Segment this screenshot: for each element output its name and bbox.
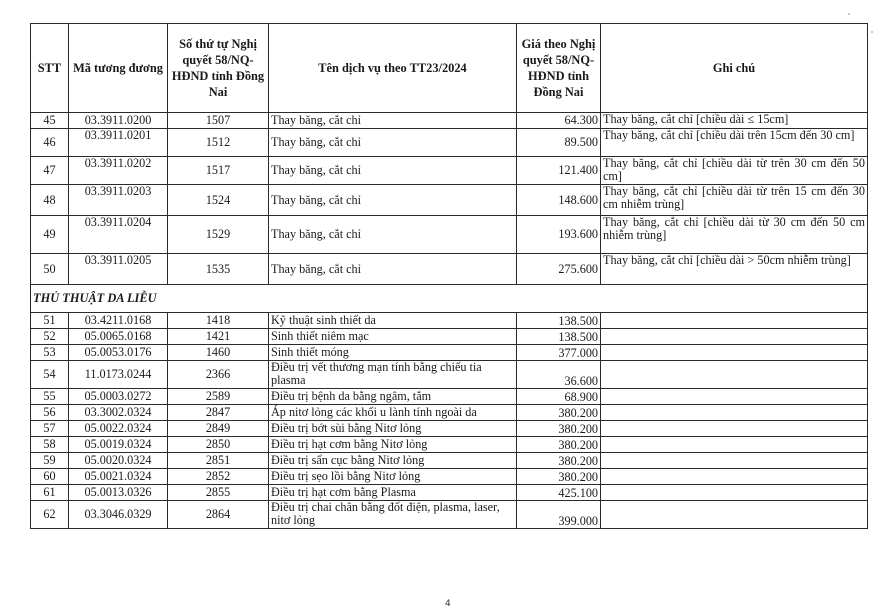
row-so-thu-tu: 2849 <box>168 421 269 437</box>
row-gia: 377.000 <box>517 345 601 361</box>
row-stt: 58 <box>31 437 69 453</box>
header-so-thu-tu: Số thứ tự Nghị quyết 58/NQ-HĐND tỉnh Đồng Nai <box>168 24 269 113</box>
row-ten-dich-vu: Điều trị sẩn cục bằng Nitơ lỏng <box>269 453 517 469</box>
row-stt: 53 <box>31 345 69 361</box>
row-ghi-chu <box>601 329 868 345</box>
row-ghi-chu: Thay băng, cắt chỉ [chiều dài ≤ 15cm] <box>601 113 868 129</box>
row-ma-tuong-duong: 03.3002.0324 <box>69 405 168 421</box>
row-ten-dich-vu: Thay băng, cắt chỉ <box>269 113 517 129</box>
row-stt: 47 <box>31 157 69 185</box>
row-ten-dich-vu: Kỹ thuật sinh thiết da <box>269 313 517 329</box>
row-ghi-chu <box>601 421 868 437</box>
service-price-table <box>30 23 868 529</box>
row-gia: 36.600 <box>517 361 601 389</box>
row-ghi-chu: Thay băng, cắt chỉ [chiều dài > 50cm nhiễm trùng] <box>601 254 868 285</box>
row-gia: 89.500 <box>517 129 601 157</box>
row-gia: 68.900 <box>517 389 601 405</box>
row-ma-tuong-duong: 03.3911.0202 <box>69 157 168 185</box>
row-ghi-chu: Thay băng, cắt chỉ [chiều dài trên 15cm đến 30 cm] <box>601 129 868 157</box>
table-row <box>31 185 868 216</box>
row-stt: 62 <box>31 501 69 529</box>
row-gia: 148.600 <box>517 185 601 216</box>
row-ghi-chu <box>601 469 868 485</box>
table-row <box>31 405 868 421</box>
row-stt: 56 <box>31 405 69 421</box>
row-ten-dich-vu: Điều trị vết thương mạn tính bằng chiếu tia plasma <box>269 361 517 389</box>
table-row <box>31 437 868 453</box>
row-ghi-chu <box>601 361 868 389</box>
row-so-thu-tu: 2851 <box>168 453 269 469</box>
row-so-thu-tu: 1524 <box>168 185 269 216</box>
row-ma-tuong-duong: 05.0013.0326 <box>69 485 168 501</box>
row-ten-dich-vu: Điều trị bệnh da bằng ngâm, tắm <box>269 389 517 405</box>
row-ma-tuong-duong: 03.3911.0204 <box>69 216 168 254</box>
row-ma-tuong-duong: 05.0020.0324 <box>69 453 168 469</box>
row-so-thu-tu: 1421 <box>168 329 269 345</box>
row-gia: 380.200 <box>517 437 601 453</box>
row-ghi-chu <box>601 405 868 421</box>
section-row <box>31 285 868 313</box>
row-ten-dich-vu: Áp nitơ lỏng các khối u lành tính ngoài da <box>269 405 517 421</box>
row-ten-dich-vu: Thay băng, cắt chỉ <box>269 254 517 285</box>
row-gia: 380.200 <box>517 469 601 485</box>
header-gia: Giá theo Nghị quyết 58/NQ-HĐND tỉnh Đồng Nai <box>517 24 601 113</box>
page-number: 4 <box>445 599 451 609</box>
row-ten-dich-vu: Thay băng, cắt chỉ <box>269 185 517 216</box>
table-row <box>31 453 868 469</box>
row-ten-dich-vu: Điều trị hạt cơm bằng Nitơ lỏng <box>269 437 517 453</box>
row-gia: 380.200 <box>517 421 601 437</box>
table-row <box>31 389 868 405</box>
row-ghi-chu <box>601 437 868 453</box>
row-so-thu-tu: 1418 <box>168 313 269 329</box>
row-so-thu-tu: 2847 <box>168 405 269 421</box>
row-ghi-chu <box>601 345 868 361</box>
row-ghi-chu <box>601 453 868 469</box>
row-stt: 55 <box>31 389 69 405</box>
table-row <box>31 469 868 485</box>
row-so-thu-tu: 1460 <box>168 345 269 361</box>
row-so-thu-tu: 2366 <box>168 361 269 389</box>
table-row <box>31 421 868 437</box>
row-ten-dich-vu: Điều trị bớt sùi bằng Nitơ lỏng <box>269 421 517 437</box>
row-ghi-chu <box>601 313 868 329</box>
header-ghi-chu: Ghi chú <box>601 24 868 113</box>
row-ghi-chu <box>601 485 868 501</box>
row-ten-dich-vu: Thay băng, cắt chỉ <box>269 216 517 254</box>
table-row <box>31 254 868 285</box>
row-ten-dich-vu: Thay băng, cắt chỉ <box>269 157 517 185</box>
table-row <box>31 361 868 389</box>
row-ten-dich-vu: Thay băng, cắt chỉ <box>269 129 517 157</box>
row-gia: 275.600 <box>517 254 601 285</box>
row-so-thu-tu: 2855 <box>168 485 269 501</box>
row-so-thu-tu: 1507 <box>168 113 269 129</box>
row-stt: 46 <box>31 129 69 157</box>
row-gia: 193.600 <box>517 216 601 254</box>
row-gia: 380.200 <box>517 453 601 469</box>
row-ma-tuong-duong: 05.0065.0168 <box>69 329 168 345</box>
row-gia: 138.500 <box>517 313 601 329</box>
row-ma-tuong-duong: 05.0022.0324 <box>69 421 168 437</box>
table-row <box>31 485 868 501</box>
table-row <box>31 329 868 345</box>
row-ghi-chu: Thay băng, cắt chỉ [chiều dài từ trên 15 cm đến 30 cm nhiễm trùng] <box>601 185 868 216</box>
table-header-row <box>31 24 868 113</box>
row-ma-tuong-duong: 05.0021.0324 <box>69 469 168 485</box>
row-gia: 138.500 <box>517 329 601 345</box>
row-ghi-chu: Thay băng, cắt chỉ [chiều dài từ 30 cm đến 50 cm nhiễm trùng] <box>601 216 868 254</box>
row-ten-dich-vu: Điều trị sẹo lồi bằng Nitơ lỏng <box>269 469 517 485</box>
row-stt: 57 <box>31 421 69 437</box>
row-ma-tuong-duong: 03.3911.0201 <box>69 129 168 157</box>
row-stt: 50 <box>31 254 69 285</box>
row-ma-tuong-duong: 03.4211.0168 <box>69 313 168 329</box>
table-row <box>31 345 868 361</box>
table-row <box>31 216 868 254</box>
row-stt: 49 <box>31 216 69 254</box>
row-ma-tuong-duong: 03.3046.0329 <box>69 501 168 529</box>
row-gia: 64.300 <box>517 113 601 129</box>
row-stt: 48 <box>31 185 69 216</box>
row-stt: 52 <box>31 329 69 345</box>
row-ma-tuong-duong: 03.3911.0200 <box>69 113 168 129</box>
row-gia: 399.000 <box>517 501 601 529</box>
header-ten-dich-vu: Tên dịch vụ theo TT23/2024 <box>269 24 517 113</box>
table-row <box>31 313 868 329</box>
row-ma-tuong-duong: 05.0019.0324 <box>69 437 168 453</box>
row-so-thu-tu: 1529 <box>168 216 269 254</box>
row-ma-tuong-duong: 05.0053.0176 <box>69 345 168 361</box>
row-ghi-chu <box>601 501 868 529</box>
table-row <box>31 157 868 185</box>
row-ma-tuong-duong: 03.3911.0205 <box>69 254 168 285</box>
row-so-thu-tu: 2864 <box>168 501 269 529</box>
row-ghi-chu <box>601 389 868 405</box>
row-stt: 60 <box>31 469 69 485</box>
table-row <box>31 129 868 157</box>
row-ten-dich-vu: Điều trị chai chân bằng đốt điện, plasma, laser, nitơ lỏng <box>269 501 517 529</box>
row-so-thu-tu: 1535 <box>168 254 269 285</box>
row-so-thu-tu: 1512 <box>168 129 269 157</box>
row-stt: 59 <box>31 453 69 469</box>
row-ten-dich-vu: Sinh thiết niêm mạc <box>269 329 517 345</box>
row-so-thu-tu: 2852 <box>168 469 269 485</box>
row-ma-tuong-duong: 11.0173.0244 <box>69 361 168 389</box>
row-so-thu-tu: 1517 <box>168 157 269 185</box>
section-title: THỦ THUẬT DA LIỄU <box>31 285 868 313</box>
row-ten-dich-vu: Sinh thiết móng <box>269 345 517 361</box>
header-stt: STT <box>31 24 69 113</box>
row-ten-dich-vu: Điều trị hạt cơm bằng Plasma <box>269 485 517 501</box>
row-gia: 425.100 <box>517 485 601 501</box>
header-ma-tuong-duong: Mã tương đương <box>69 24 168 113</box>
row-ghi-chu: Thay băng, cắt chỉ [chiều dài từ trên 30 cm đến 50 cm] <box>601 157 868 185</box>
row-ma-tuong-duong: 05.0003.0272 <box>69 389 168 405</box>
row-so-thu-tu: 2850 <box>168 437 269 453</box>
row-stt: 54 <box>31 361 69 389</box>
table-row <box>31 501 868 529</box>
scan-speck <box>848 13 850 15</box>
row-gia: 121.400 <box>517 157 601 185</box>
row-stt: 45 <box>31 113 69 129</box>
row-gia: 380.200 <box>517 405 601 421</box>
scan-speck <box>871 31 873 33</box>
row-stt: 51 <box>31 313 69 329</box>
row-so-thu-tu: 2589 <box>168 389 269 405</box>
table-row <box>31 113 868 129</box>
row-stt: 61 <box>31 485 69 501</box>
row-ma-tuong-duong: 03.3911.0203 <box>69 185 168 216</box>
